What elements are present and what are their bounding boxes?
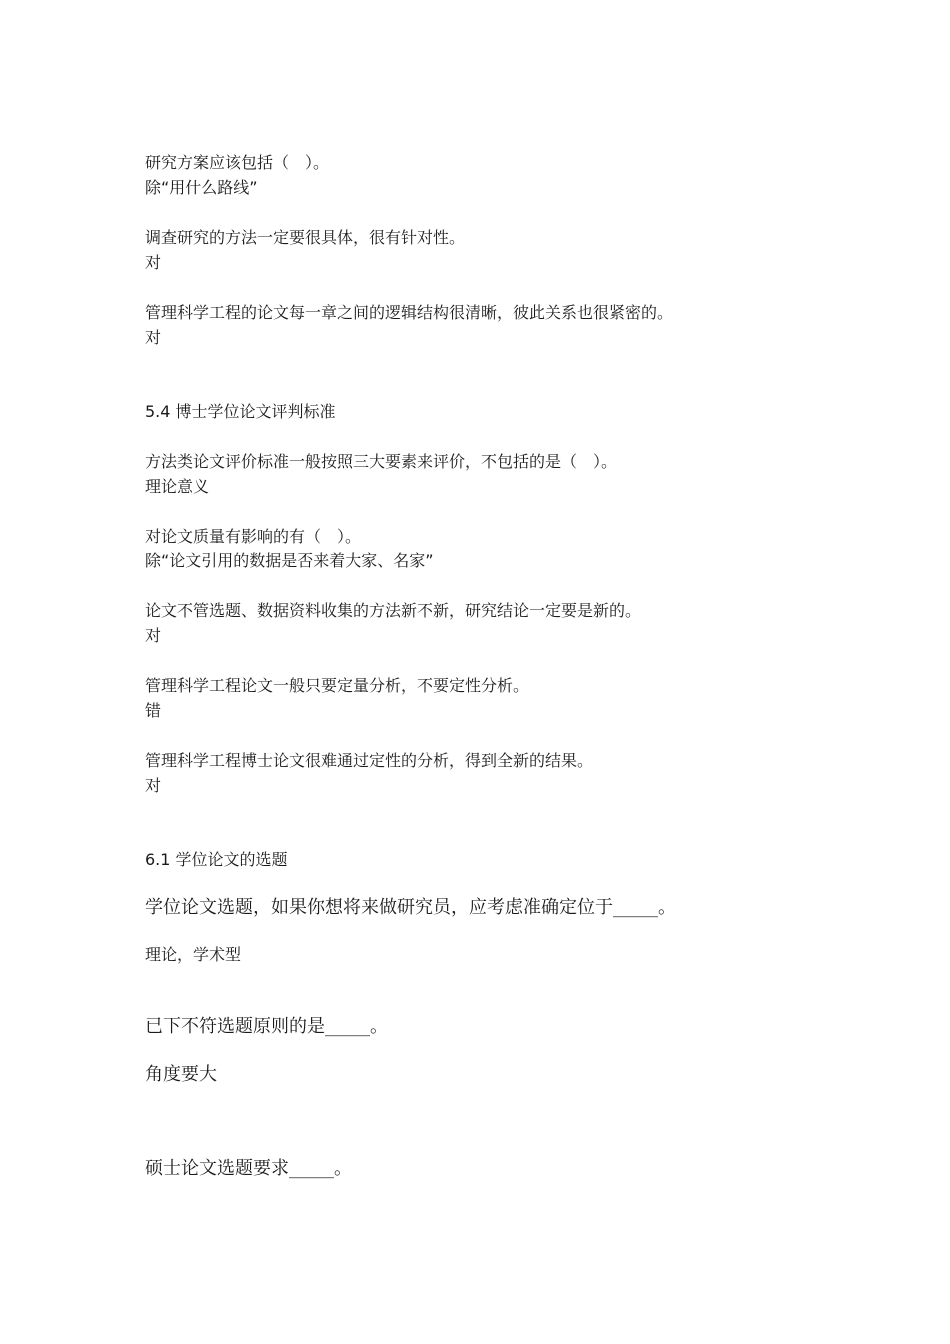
question-text: 方法类论文评价标准一般按照三大要素来评价，不包括的是（ ）。 bbox=[145, 452, 618, 471]
question-text: 管理科学工程的论文每一章之间的逻辑结构很清晰，彼此关系也很紧密的。 bbox=[145, 303, 674, 322]
answer-text: 理论意义 bbox=[145, 477, 210, 496]
section-heading: 5.4 博士学位论文评判标准 bbox=[145, 402, 336, 421]
answer-text: 除“论文引用的数据是否来着大家、名家” bbox=[145, 551, 434, 570]
answer-text: 除“用什么路线” bbox=[145, 178, 258, 197]
answer-text: 理论，学术型 bbox=[145, 945, 242, 964]
question-text: 管理科学工程博士论文很难通过定性的分析，得到全新的结果。 bbox=[145, 751, 594, 770]
answer-text: 对 bbox=[145, 776, 162, 795]
question-text: 学位论文选题，如果你想将来做研究员，应考虑准确定位于_____。 bbox=[145, 897, 676, 918]
answer-text: 对 bbox=[145, 328, 162, 347]
answer-text: 错 bbox=[145, 701, 162, 720]
question-text: 调查研究的方法一定要很具体，很有针对性。 bbox=[145, 228, 466, 247]
question-text: 硕士论文选题要求_____。 bbox=[145, 1158, 352, 1179]
question-text: 论文不管选题、数据资料收集的方法新不新，研究结论一定要是新的。 bbox=[145, 601, 642, 620]
question-text: 对论文质量有影响的有（ ）。 bbox=[145, 527, 362, 546]
question-text: 研究方案应该包括（ ）。 bbox=[145, 153, 330, 172]
answer-text: 对 bbox=[145, 626, 162, 645]
section-heading: 6.1 学位论文的选题 bbox=[145, 850, 288, 869]
question-text: 已下不符选题原则的是_____。 bbox=[145, 1016, 388, 1037]
answer-text: 角度要大 bbox=[145, 1064, 217, 1085]
answer-text: 对 bbox=[145, 253, 162, 272]
question-text: 管理科学工程论文一般只要定量分析，不要定性分析。 bbox=[145, 676, 530, 695]
